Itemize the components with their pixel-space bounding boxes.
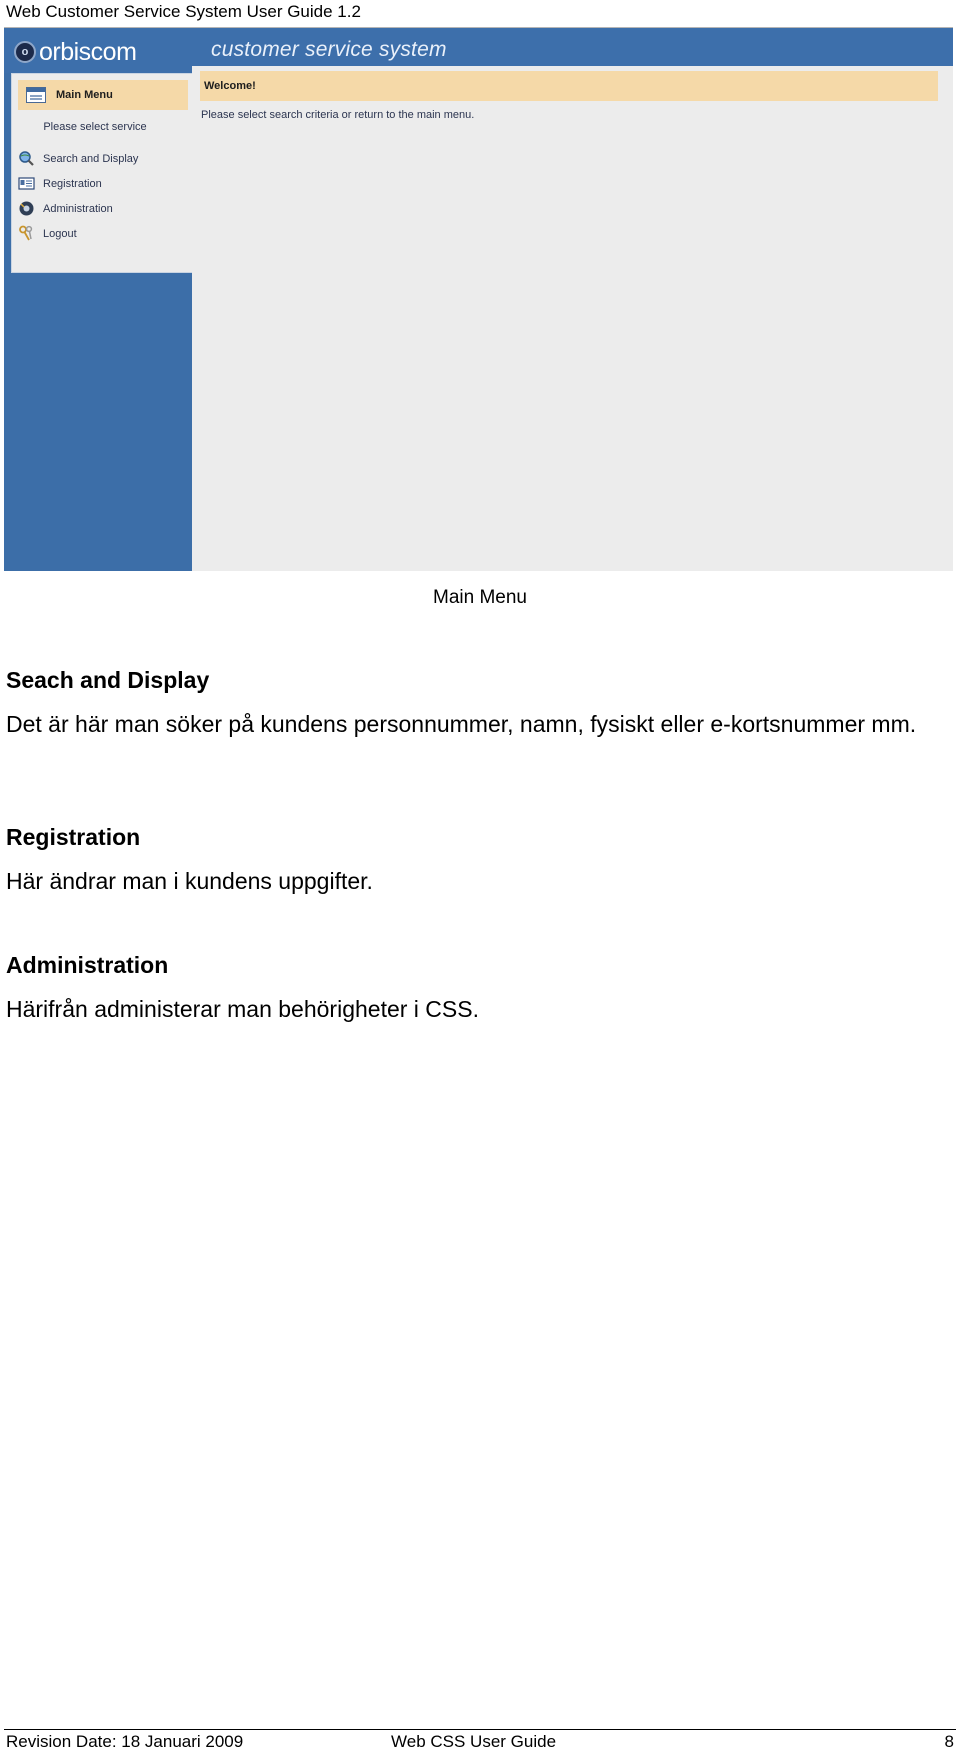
main-menu-window-icon — [26, 87, 46, 103]
magnifier-globe-icon — [18, 150, 35, 167]
footer-page-number: 8 — [944, 1732, 954, 1751]
footer-revision-date: Revision Date: 18 Januari 2009 — [6, 1732, 244, 1751]
menu-item-logout[interactable] — [18, 221, 138, 246]
orbiscom-logo — [14, 38, 136, 66]
instruction-text: Please select search criteria or return to the main menu. — [201, 109, 475, 121]
id-card-icon — [18, 175, 35, 192]
section-title-administration: Administration — [6, 952, 169, 978]
keys-icon — [18, 225, 35, 242]
admin-gear-icon — [18, 200, 35, 217]
logo-text: orbiscom — [39, 38, 137, 66]
app-title: customer service system — [211, 38, 447, 61]
main-menu-title: Main Menu — [56, 89, 113, 101]
menu-item-label: Administration — [43, 202, 113, 215]
section-text-registration: Här ändrar man i kundens uppgifter. — [6, 868, 373, 894]
section-title-search: Seach and Display — [6, 667, 210, 693]
select-service-text: Please select service — [43, 121, 147, 133]
figure-caption: Main Menu — [433, 587, 527, 608]
section-text-administration: Härifrån administerar man behörigheter i CSS. — [6, 996, 479, 1022]
page-header-title: Web Customer Service System User Guide 1.2 — [6, 2, 361, 21]
menu-item-registration[interactable] — [18, 171, 138, 196]
section-text-search: Det är här man söker på kundens personnummer, namn, fysiskt eller e-kortsnummer mm. — [6, 711, 917, 737]
menu-item-label: Logout — [43, 227, 77, 240]
main-menu-panel — [11, 73, 195, 273]
menu-item-administration[interactable] — [18, 196, 138, 221]
app-screenshot — [4, 28, 953, 571]
footer-divider — [4, 1729, 956, 1730]
orbiscom-logo-icon: o — [14, 41, 36, 63]
content-area — [192, 66, 953, 571]
menu-item-label: Registration — [43, 177, 102, 190]
main-menu-list — [18, 146, 138, 246]
welcome-header: Welcome! — [200, 71, 938, 101]
menu-item-search-and-display[interactable] — [18, 146, 138, 171]
menu-item-label: Search and Display — [43, 152, 139, 165]
main-menu-header — [18, 80, 188, 110]
section-title-registration: Registration — [6, 824, 141, 850]
footer-document-title: Web CSS User Guide — [391, 1732, 557, 1751]
